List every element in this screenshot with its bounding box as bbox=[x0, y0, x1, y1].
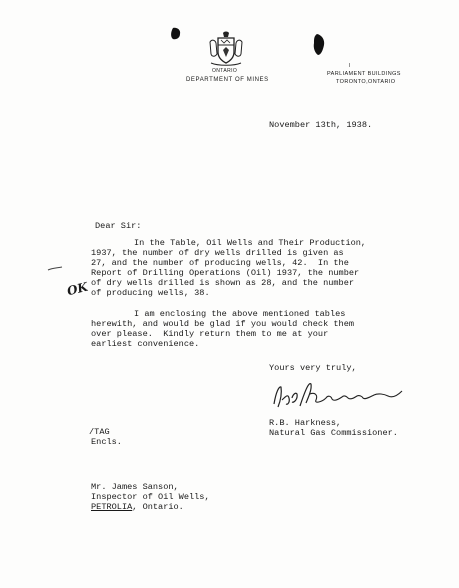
letterhead-address-line2: TORONTO,ONTARIO bbox=[336, 79, 396, 85]
letterhead-province: ONTARIO bbox=[212, 68, 238, 74]
handwritten-signature bbox=[262, 374, 412, 416]
ink-blot-left bbox=[170, 27, 182, 41]
ontario-crest-icon bbox=[206, 30, 246, 68]
letter-date: November 13th, 1938. bbox=[269, 120, 373, 130]
letterhead-department: DEPARTMENT OF MINES bbox=[186, 77, 269, 83]
ink-blot-right bbox=[312, 34, 326, 56]
address-mark: I bbox=[349, 63, 351, 69]
reference-initials: /TAG bbox=[89, 427, 110, 437]
recipient-city: PETROLIA bbox=[91, 502, 133, 512]
letterhead-address-line1: PARLIAMENT BUILDINGS bbox=[327, 71, 401, 77]
margin-tick-mark bbox=[47, 266, 63, 272]
enclosures: Encls. bbox=[91, 437, 122, 447]
closing: Yours very truly, bbox=[269, 363, 357, 373]
paragraph-2-line-2: herewith, and would be glad if you would check them bbox=[91, 319, 355, 329]
signer-title: Natural Gas Commissioner. bbox=[269, 428, 398, 438]
margin-handwritten-ok: OK bbox=[65, 279, 90, 299]
paragraph-1-line-1: In the Table, Oil Wells and Their Production, bbox=[134, 238, 367, 248]
paragraph-2-line-1: I am enclosing the above mentioned tables bbox=[134, 309, 346, 319]
recipient-province: , Ontario. bbox=[132, 502, 184, 512]
paragraph-2-line-3: over please. Kindly return them to me at your bbox=[91, 329, 329, 339]
paragraph-2-line-4: earliest convenience. bbox=[91, 339, 200, 349]
paragraph-1-line-6: of producing wells, 38. bbox=[91, 288, 210, 298]
paragraph-1-line-4: Report of Drilling Operations (Oil) 1937, the number bbox=[91, 268, 360, 278]
salutation: Dear Sir: bbox=[95, 221, 142, 231]
recipient-name: Mr. James Sanson, bbox=[91, 482, 179, 492]
paragraph-1-line-5: of dry wells drilled is shown as 28, and the number bbox=[91, 278, 355, 288]
recipient-title: Inspector of Oil Wells, bbox=[91, 492, 210, 502]
paragraph-1-line-2: 1937, the number of dry wells drilled is given as bbox=[91, 248, 344, 258]
signer-name: R.B. Harkness, bbox=[269, 418, 342, 428]
recipient-address bbox=[91, 502, 184, 512]
paragraph-1-line-3: 27, and the number of producing wells, 42. In the bbox=[91, 258, 349, 268]
